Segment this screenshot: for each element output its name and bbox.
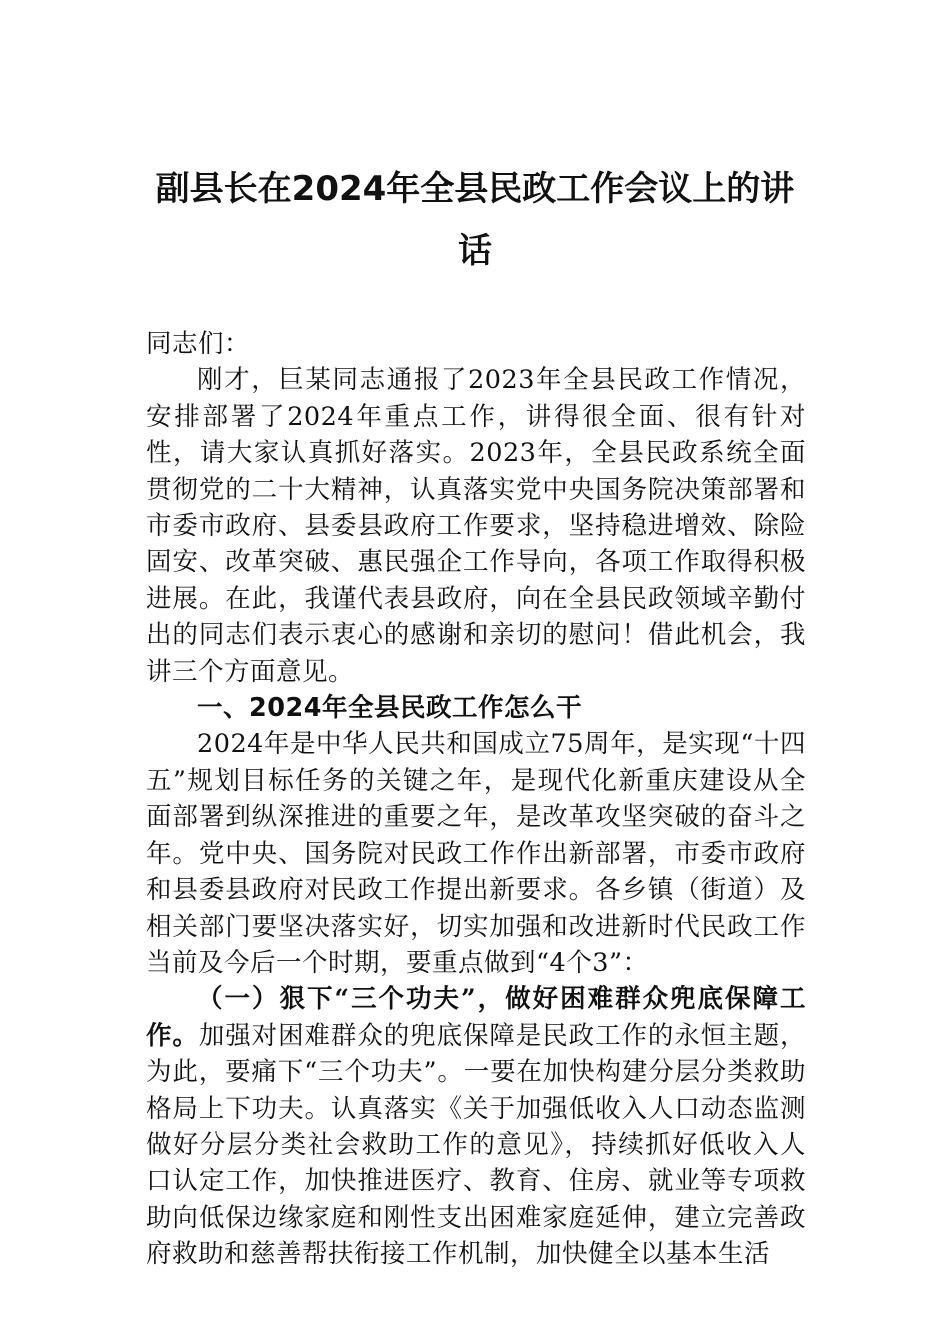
subsection-heading-1: （一）狠下“三个功夫”，做好困难群众兜底保障工作。: [146, 984, 806, 1051]
section-heading-1: 一、2024年全县民政工作怎么干: [197, 693, 582, 724]
subsection-1-text: 加强对困难群众的兜底保障是民政工作的永恒主题，为此，要痛下“三个功夫”。一要在加快构建分层分类救助格局上下功夫。认真落实《关于加强低收入人口动态监测做好分层分类社会救助工作的意见》，持续抓好低收入人口认定工作，加快推进医疗、教育、住房、就业等专项救助向低保边缘家庭和刚性支出困难家庭延伸，建立完善政府救助和慈善帮扶衔接工作机制，加快健全以基本生活: [146, 1020, 806, 1270]
paragraph-opening: 刚才，巨某同志通报了2023年全县民政工作情况，安排部署了2024年重点工作，讲得很全面、很有针对性，请大家认真抓好落实。2023年，全县民政系统全面贯彻党的二十大精神，认真落实党中央国务院决策部署和市委市政府、县委县政府工作要求，坚持稳进增效、除险固安、改革突破、惠民强企工作导向，各项工作取得积极进展。在此，我谨代表县政府，向在全县民政领域辛勤付出的同志们表示衷心的感谢和亲切的慰问！借此机会，我讲三个方面意见。: [146, 365, 806, 687]
paragraph-subsection-1: [146, 981, 806, 1272]
document-body: [146, 326, 806, 1273]
salutation: 同志们：: [146, 329, 251, 359]
document-title: 副县长在2024年全县民政工作会议上的讲话: [155, 169, 795, 271]
paragraph-section-1: 2024年是中华人民共和国成立75周年，是实现“十四五”规划目标任务的关键之年，是现代化新重庆建设从全面部署到纵深推进的重要之年，是改革攻坚突破的奋斗之年。党中央、国务院对民政工作作出新部署，市委市政府和县委县政府对民政工作提出新要求。各乡镇（街道）及相关部门要坚决落实好，切实加强和改进新时代民政工作当前及今后一个时期，要重点做到“4个3”：: [146, 729, 806, 978]
